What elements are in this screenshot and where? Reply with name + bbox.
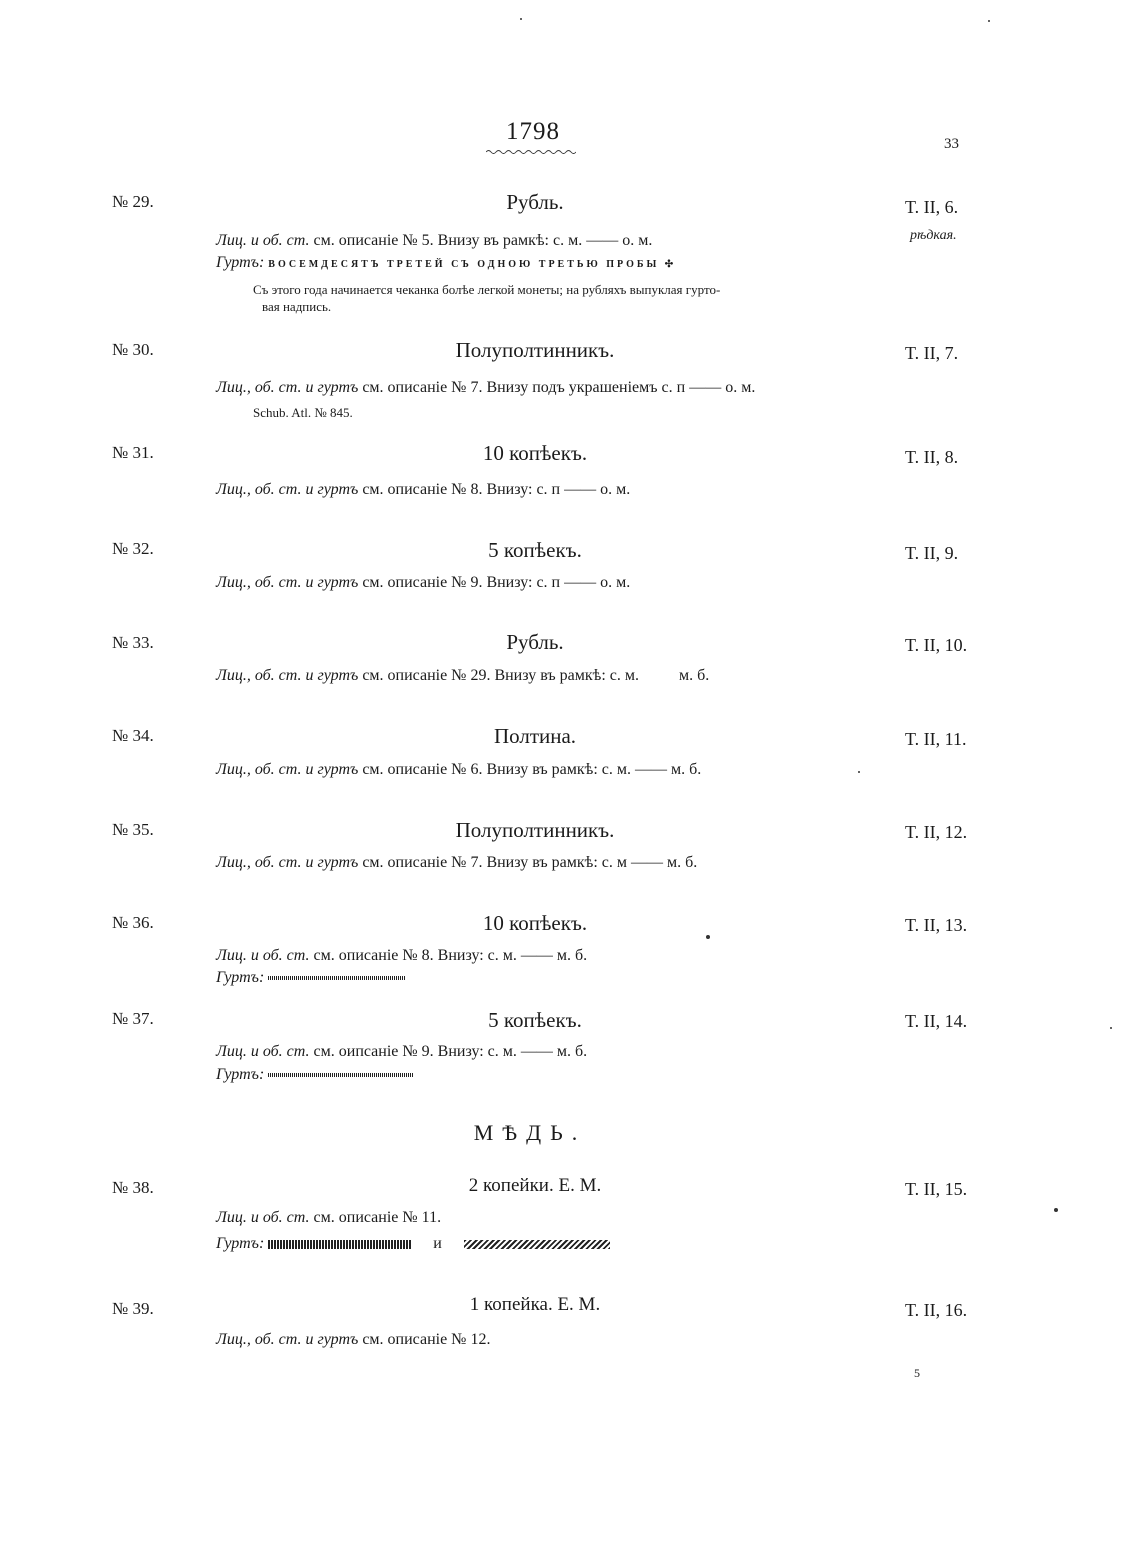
entry-number: № 35. <box>112 820 154 839</box>
entry-title: 10 копѣекъ. <box>482 441 588 465</box>
entry-plate-ref: T. II, 15. <box>905 1179 968 1199</box>
entry-number: № 31. <box>112 443 154 462</box>
edge-label: Гуртъ: <box>216 969 265 986</box>
entry-number: № 37. <box>112 1009 154 1028</box>
scan-speck <box>706 935 710 939</box>
section-heading-copper: МѢДЬ. <box>473 1120 587 1145</box>
entry-description: Лиц., об. ст. и гуртъ см. описанiе № 8. Внизу: с. п —— о. м. <box>216 481 631 498</box>
entry-description: Лиц. и об. ст. см. описанiе № 11. <box>216 1209 442 1226</box>
edge-inscription-line <box>216 254 676 272</box>
edge-label: Гуртъ: <box>216 254 265 271</box>
entry-description: Лиц. и об. ст. см. оипсанiе № 9. Внизу: с. м. —— м. б. <box>216 1043 588 1060</box>
edge-pattern-straight <box>268 1240 411 1249</box>
entry-title: Полуполтинникъ. <box>455 338 615 362</box>
entry-title: Полтина. <box>493 724 577 748</box>
entry-plate-ref: T. II, 11. <box>905 729 967 749</box>
entry-title: 1 копейка. Е. М. <box>469 1294 601 1315</box>
entry-title: Полуполтинникъ. <box>455 818 615 842</box>
signature-mark: 5 <box>914 1366 920 1380</box>
entry-description: Лиц., об. ст. и гуртъ см. описанiе № 7. Внизу подъ украшенiемъ с. п —— о. м. <box>216 379 756 396</box>
entry-plate-ref: T. II, 10. <box>905 635 968 655</box>
edge-pattern-diagonal <box>464 1240 610 1249</box>
rarity-note: рѣдкая. <box>910 228 957 243</box>
note-line: вая надпись. <box>262 299 332 314</box>
entry-number: № 32. <box>112 539 154 558</box>
entry-title: Рубль. <box>506 630 564 654</box>
entry-title: 5 копѣекъ. <box>488 538 582 562</box>
entry-number: № 39. <box>112 1299 154 1318</box>
entry-title: 5 копѣекъ. <box>488 1008 582 1032</box>
entry-plate-ref: T. II, 12. <box>905 822 968 842</box>
entry-plate-ref: T. II, 16. <box>905 1300 968 1320</box>
scan-speck <box>1110 1027 1112 1029</box>
entry-description: Лиц. и об. ст. см. описанiе № 8. Внизу: с. м. —— м. б. <box>216 947 588 964</box>
edge-label: Гуртъ: <box>216 1235 265 1252</box>
entry-description: Лиц. и об. ст. см. описанiе № 5. Внизу въ рамкѣ: с. м. —— о. м. <box>216 232 653 249</box>
entry-number: № 36. <box>112 913 154 932</box>
entry-description: Лиц., об. ст. и гуртъ см. описанiе № 9. Внизу: с. п —— о. м. <box>216 574 631 591</box>
edge-line <box>216 1235 610 1253</box>
entry-plate-ref: T. II, 8. <box>905 447 959 467</box>
entry-description: Лиц., об. ст. и гуртъ см. описанiе № 7. Внизу въ рамкѣ: с. м —— м. б. <box>216 854 698 871</box>
edge-line <box>216 1066 414 1084</box>
entry-number: № 29. <box>112 192 154 211</box>
entry-number: № 38. <box>112 1178 154 1197</box>
edge-inscription: ВОСЕМДЕСЯТЪ ТРЕТЕЙ СЪ ОДНОЮ ТРЕТЬЮ ПРОБЫ ✣ <box>268 259 677 270</box>
entry-number: № 34. <box>112 726 154 745</box>
entry-number: № 33. <box>112 633 154 652</box>
entry-number: № 30. <box>112 340 154 359</box>
wavy-underline <box>486 148 576 156</box>
edge-pattern <box>268 1073 414 1077</box>
entry-title: 10 копѣекъ. <box>482 911 588 935</box>
entry-plate-ref: T. II, 14. <box>905 1011 968 1031</box>
page-number: 33 <box>944 136 959 152</box>
entry-title: Рубль. <box>506 190 564 214</box>
entry-title: 2 копейки. Е. М. <box>468 1175 602 1196</box>
entry-description: Лиц., об. ст. и гуртъ см. описанiе № 29. Внизу въ рамкѣ: с. м. м. б. <box>216 667 710 684</box>
edge-joiner: и <box>433 1235 442 1252</box>
scan-speck <box>858 771 860 773</box>
scan-speck <box>520 18 522 20</box>
reference-note: Schub. Atl. № 845. <box>253 405 353 420</box>
entry-description: Лиц., об. ст. и гуртъ см. описанiе № 12. <box>216 1331 491 1348</box>
note-line: Съ этого года начинается чеканка болѣе легкой монеты; на рубляхъ выпуклая гурто- <box>253 282 721 297</box>
page-year-heading: 1798 <box>506 118 560 145</box>
entry-plate-ref: T. II, 6. <box>905 197 959 217</box>
edge-label: Гуртъ: <box>216 1066 265 1083</box>
edge-line <box>216 969 406 987</box>
entry-description: Лиц., об. ст. и гуртъ см. описанiе № 6. Внизу въ рамкѣ: с. м. —— м. б. <box>216 761 702 778</box>
scan-speck <box>988 20 990 22</box>
edge-pattern <box>268 976 406 980</box>
entry-plate-ref: T. II, 7. <box>905 343 959 363</box>
entry-plate-ref: T. II, 9. <box>905 543 959 563</box>
scan-speck <box>1054 1208 1058 1212</box>
entry-plate-ref: T. II, 13. <box>905 915 968 935</box>
